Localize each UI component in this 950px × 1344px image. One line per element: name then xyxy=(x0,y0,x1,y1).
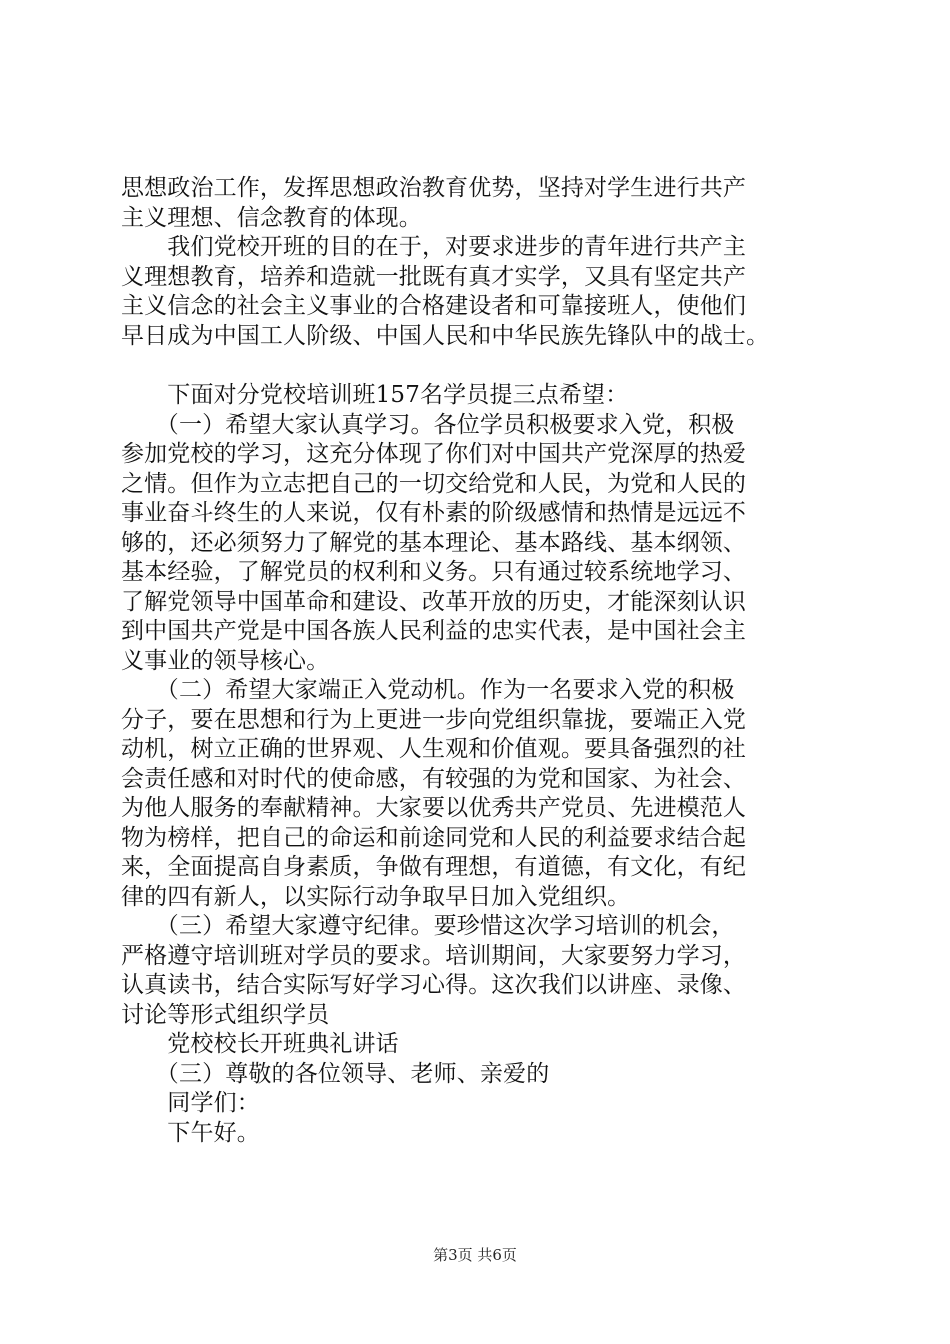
page-number-label: 第3页 共6页 xyxy=(433,1246,517,1264)
text-line: 分子，要在思想和行为上更进一步向党组织靠拢，要端正入党 xyxy=(121,706,747,733)
text-line: 来，全面提高自身素质，争做有理想，有道德，有文化，有纪 xyxy=(121,854,747,880)
text-line: 我们党校开班的目的在于，对要求进步的青年进行共产主 xyxy=(121,234,747,260)
paragraph-gap xyxy=(121,351,841,381)
text-line: 参加党校的学习，这充分体现了你们对中国共产党深厚的热爱 xyxy=(121,441,747,467)
text-line: （三）希望大家遵守纪律。要珍惜这次学习培训的机会， xyxy=(121,913,735,939)
text-line: 之情。但作为立志把自己的一切交给党和人民，为党和人民的 xyxy=(121,470,747,497)
text-line: 动机，树立正确的世界观、人生观和价值观。要具备强烈的社 xyxy=(121,736,747,762)
text-line: （三）尊敬的各位领导、老师、亲爱的 xyxy=(121,1060,550,1087)
text-line: 义理想教育，培养和造就一批既有真才实学，又具有坚定共产 xyxy=(121,263,747,290)
text-line: 党校校长开班典礼讲话 xyxy=(121,1031,399,1057)
text-line: 物为榜样，把自己的命运和前途同党和人民的利益要求结合起 xyxy=(121,824,747,851)
text-line: 早日成为中国工人阶级、中国人民和中华民族先锋队中的战士。 xyxy=(121,322,770,349)
text-line: 事业奋斗终生的人来说，仅有朴素的阶级感情和热情是远远不 xyxy=(121,500,747,526)
text-line: 讨论等形式组织学员 xyxy=(121,1001,330,1028)
text-line: 主义理想、信念教育的体现。 xyxy=(121,204,422,231)
paragraph-block-intro xyxy=(121,174,841,351)
text-line: 基本经验，了解党员的权利和义务。只有通过较系统地学习、 xyxy=(121,559,747,585)
text-line: 为他人服务的奉献精神。大家要以优秀共产党员、先进模范人 xyxy=(121,795,747,821)
text-line: 同学们： xyxy=(121,1090,260,1116)
text-line: 主义信念的社会主义事业的合格建设者和可靠接班人，使他们 xyxy=(121,293,747,319)
document-body xyxy=(121,174,841,1148)
text-line: 够的，还必须努力了解党的基本理论、基本路线、基本纲领、 xyxy=(121,529,747,556)
text-line: 到中国共产党是中国各族人民利益的忠实代表，是中国社会主 xyxy=(121,618,747,644)
text-line: 下面对分党校培训班157名学员提三点希望： xyxy=(121,382,629,408)
text-line: （二）希望大家端正入党动机。作为一名要求入党的积极 xyxy=(121,677,735,703)
paragraph-block-main xyxy=(121,381,841,1148)
text-line: 了解党领导中国革命和建设、改革开放的历史，才能深刻认识 xyxy=(121,588,747,615)
text-line: （一）希望大家认真学习。各位学员积极要求入党，积极 xyxy=(121,411,735,438)
text-line: 义事业的领导核心。 xyxy=(121,647,330,674)
text-line: 严格遵守培训班对学员的要求。培训期间，大家要努力学习， xyxy=(121,942,747,969)
page-footer xyxy=(0,1244,950,1265)
text-line: 思想政治工作，发挥思想政治教育优势，坚持对学生进行共产 xyxy=(121,175,747,201)
text-line: 认真读书，结合实际写好学习心得。这次我们以讲座、录像、 xyxy=(121,972,747,998)
text-line: 律的四有新人，以实际行动争取早日加入党组织。 xyxy=(121,883,631,910)
text-line: 会责任感和对时代的使命感，有较强的为党和国家、为社会、 xyxy=(121,765,747,792)
text-line: 下午好。 xyxy=(121,1119,260,1146)
